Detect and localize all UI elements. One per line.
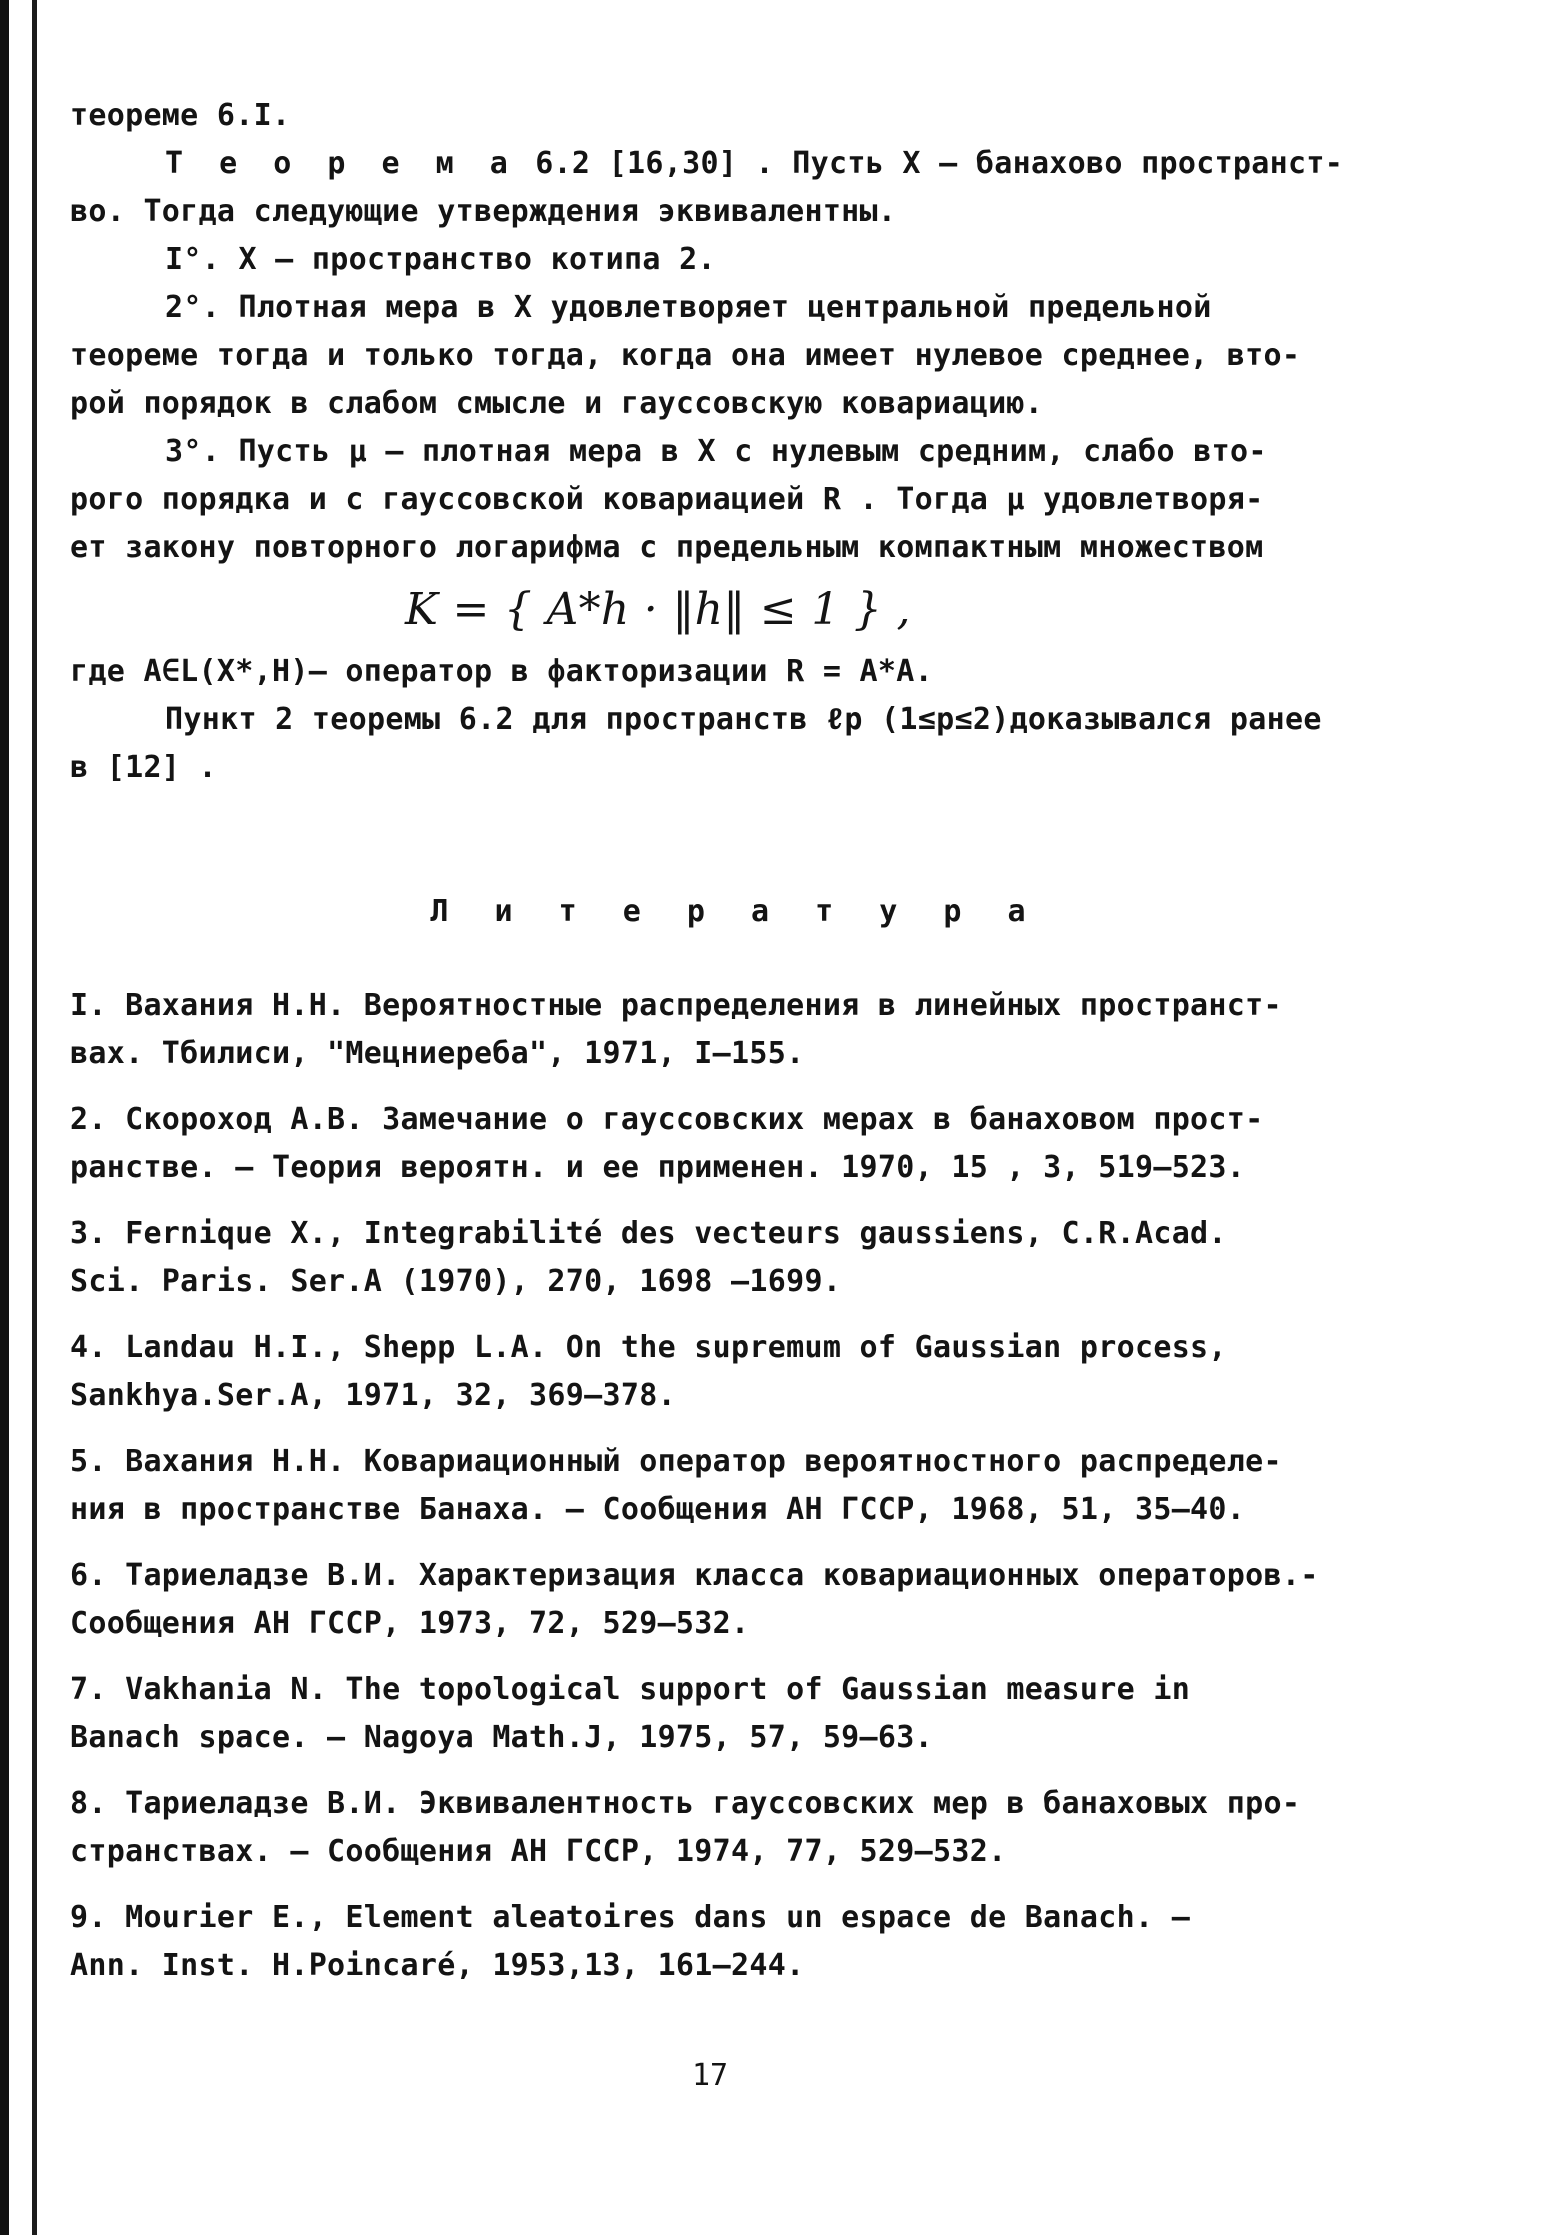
scan-edge-line [32,0,37,2235]
reference-line: ранстве. – Теория вероятн. и ее применен. 1970, 15 , 3, 519–523. [70,1150,1246,1185]
page-number: 17 [691,2058,729,2093]
reference-item [70,1438,1400,1534]
intro-line: теореме 6.I. [70,98,291,133]
theorem-item-3-line-2: рого порядка и с гауссовской ковариацией R . Тогда μ удовлетворя- [70,482,1264,517]
reference-item [70,1894,1400,1990]
theorem-item-2-line-2: теореме тогда и только тогда, когда она имеет нулевое среднее, вто- [70,338,1301,373]
theorem-line-2: во. Тогда следующие утверждения эквивалентны. [70,194,897,229]
theorem-item-2-line-3: рой порядок в слабом смысле и гауссовскую ковариацию. [70,386,1044,421]
compact-set-formula: K = { A*h · ‖h‖ ≤ 1 } , [405,584,911,635]
reference-line: Ann. Inst. H.Poincaré, 1953,13, 161–244. [70,1948,805,1983]
remark-line-2: в [12] . [70,750,217,785]
reference-item [70,1780,1400,1876]
reference-line: вах. Тбилиси, "Мецниереба", 1971, I–155. [70,1036,805,1071]
references-list [70,982,1400,1990]
reference-line: 6. Тариеладзе В.И. Характеризация класса ковариационных операторов.- [70,1558,1319,1593]
theorem-item-2-line-1: 2°. Плотная мера в X удовлетворяет центральной предельной [165,290,1212,325]
reference-line: 2. Скороход А.В. Замечание о гауссовских мерах в банаховом прост- [70,1102,1264,1137]
theorem-statement: 6.2 [16,30] . Пусть X – банахово пространст- [535,146,1344,181]
reference-line: Sci. Paris. Ser.A (1970), 270, 1698 –1699. [70,1264,842,1299]
document-page [70,92,1400,2008]
remark-line-1: Пункт 2 теоремы 6.2 для пространств ℓp (1≤p≤2)доказывался ранее [165,702,1322,737]
reference-line: 3. Fernique X., Integrabilité des vecteurs gaussiens, C.R.Acad. [70,1216,1227,1251]
references-heading: Л и т е р а т у р а [430,894,1040,929]
reference-item [70,1552,1400,1648]
reference-line: 9. Mourier E., Element aleatoires dans un espace de Banach. – [70,1900,1191,1935]
reference-line: 7. Vakhania N. The topological support of Gaussian measure in [70,1672,1191,1707]
reference-item [70,982,1400,1078]
theorem-item-3-line-3: ет закону повторного логарифма с предельным компактным множеством [70,530,1264,565]
theorem-word: Т е о р е м а [165,146,517,181]
reference-line: Сообщения АН ГССР, 1973, 72, 529–532. [70,1606,750,1641]
reference-line: ния в пространстве Банаха. – Сообщения АН ГССР, 1968, 51, 35–40. [70,1492,1246,1527]
theorem-heading-line [70,140,1400,188]
reference-item [70,1210,1400,1306]
reference-line: Sankhya.Ser.A, 1971, 32, 369–378. [70,1378,676,1413]
reference-line: I. Вахания Н.Н. Вероятностные распределения в линейных пространст- [70,988,1282,1023]
reference-line: 4. Landau H.I., Shepp L.A. On the supremum of Gaussian process, [70,1330,1227,1365]
reference-item [70,1324,1400,1420]
theorem-item-1: I°. X – пространство котипа 2. [165,242,716,277]
reference-line: Banach space. – Nagoya Math.J, 1975, 57, 59–63. [70,1720,933,1755]
reference-item [70,1666,1400,1762]
scan-edge-bar [0,0,9,2235]
theorem-item-3-line-1: 3°. Пусть μ – плотная мера в X с нулевым средним, слабо вто- [165,434,1267,469]
reference-item [70,1096,1400,1192]
reference-line: 8. Тариеладзе В.И. Эквивалентность гауссовских мер в банаховых про- [70,1786,1301,1821]
reference-line: странствах. – Сообщения АН ГССР, 1974, 77, 529–532. [70,1834,1007,1869]
factorization-line: где A∈L(X*,H)– оператор в факторизации R = A*A. [70,654,933,689]
reference-line: 5. Вахания Н.Н. Ковариационный оператор вероятностного распределе- [70,1444,1282,1479]
